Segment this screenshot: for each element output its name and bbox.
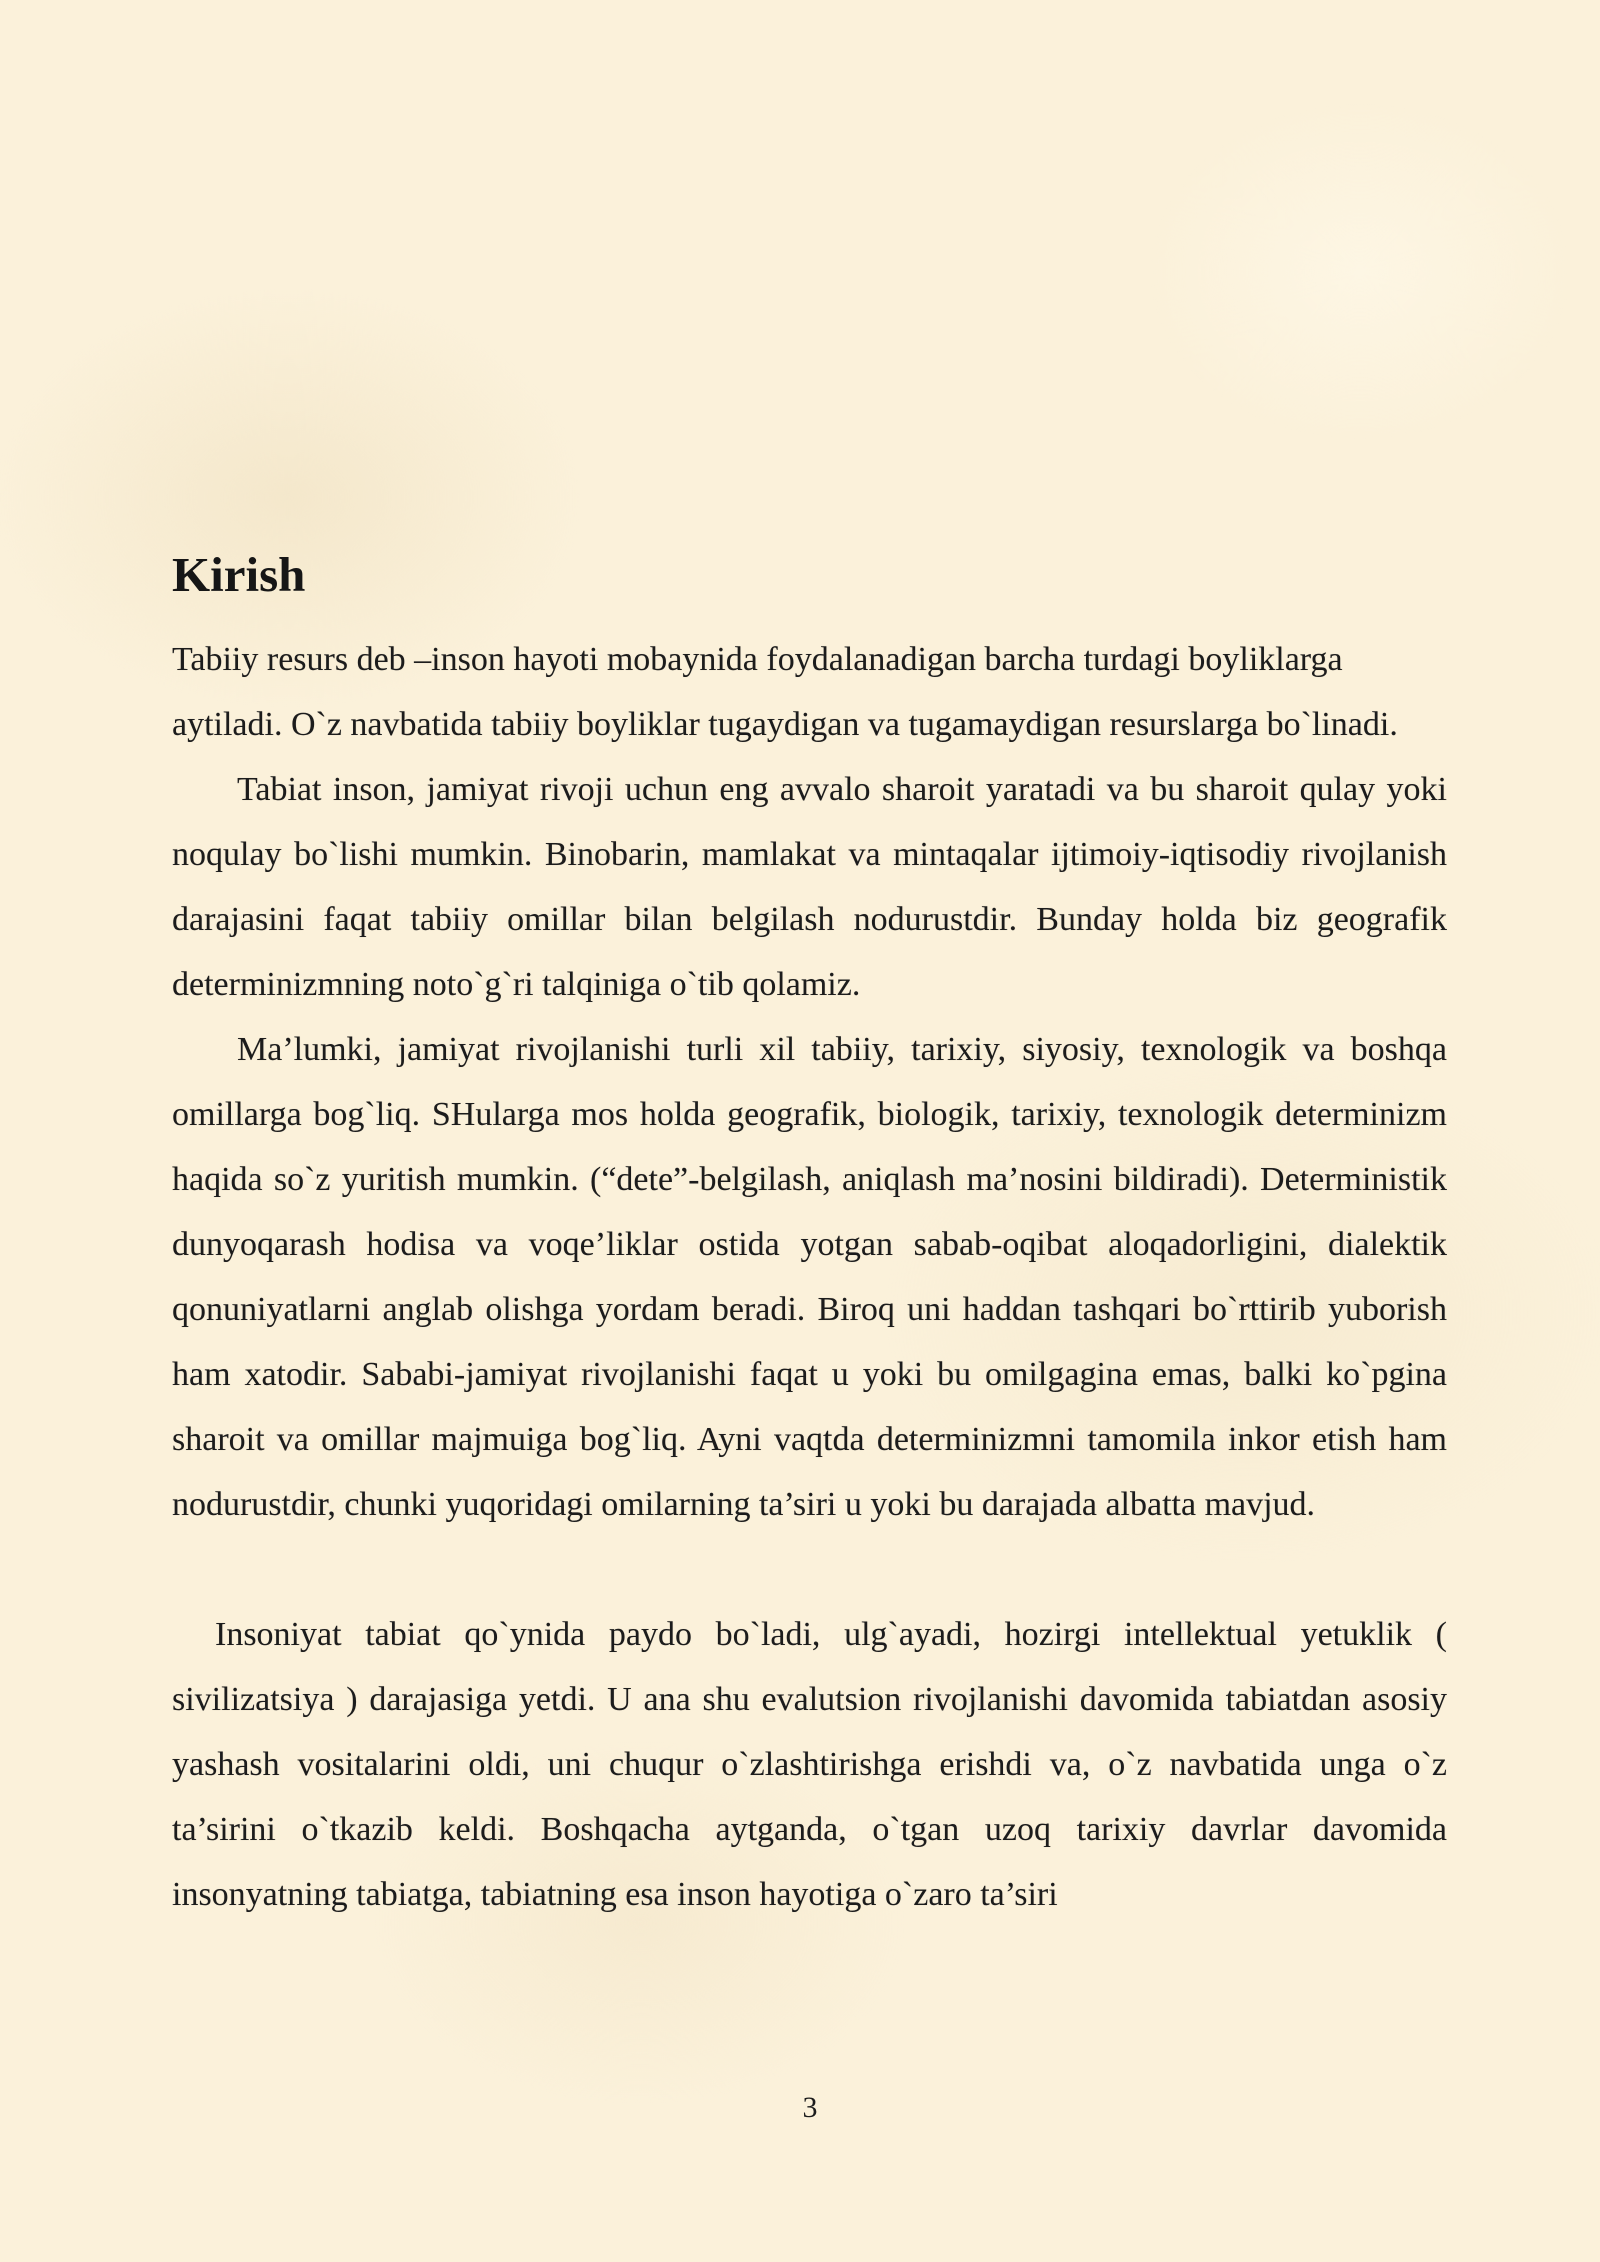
paragraph-3: Ma’lumki, jamiyat rivojlanishi turli xil tabiiy, tarixiy, siyosiy, texnologik va boshqa omillarga bog`liq. SHularga mos holda geografik, biologik, tarixiy, texnologik determinizm haqida so`z yuritish mumkin. (“dete”-belgilash, aniqlash ma’nosini bildiradi). Deterministik dunyoqarash hodisa va voqe’liklar ostida yotgan sabab-oqibat aloqadorligini, dialektik qonuniyatlarni anglab olishga yordam beradi. Biroq uni haddan tashqari bo`rttirib yuborish ham xatodir. Sababi-jamiyat rivojlanishi faqat u yoki bu omilgagina emas, balki ko`pgina sharoit va omillar majmuiga bog`liq. Ayni vaqtda determinizmni tamomila inkor etish ham nodurustdir, chunki yuqoridagi omilarning ta’siri u yoki bu darajada albatta mavjud. <box>172 1031 1447 1523</box>
paragraph-2: Tabiat inson, jamiyat rivoji uchun eng avvalo sharoit yaratadi va bu sharoit qulay yoki noqulay bo`lishi mumkin. Binobarin, mamlakat va mintaqalar ijtimoiy-iqtisodiy rivojlanish darajasini faqat tabiiy omillar bilan belgilash nodurustdir. Bunday holda biz geografik determinizmning noto`g`ri talqiniga o`tib qolamiz. <box>172 771 1447 1003</box>
paragraph-1: Tabiiy resurs deb –inson hayoti mobaynida foydalanadigan barcha turdagi boyliklarga aytiladi. O`z navbatida tabiiy boyliklar tugaydigan va tugamaydigan resurslarga bo`linadi. <box>172 641 1398 743</box>
page-number: 3 <box>802 2091 818 2124</box>
section-heading: Kirish <box>172 547 306 602</box>
page-content <box>172 535 1447 1927</box>
paragraph-4: Insoniyat tabiat qo`ynida paydo bo`ladi, ulg`ayadi, hozirgi intellektual yetuklik ( sivilizatsiya ) darajasiga yetdi. U ana shu evalutsion rivojlanishi davomida tabiatdan asosiy yashash vositalarini oldi, uni chuqur o`zlashtirishga erishdi va, o`z navbatida unga o`z ta’sirini o`tkazib keldi. Boshqacha aytganda, o`tgan uzoq tarixiy davrlar davomida insonyatning tabiatga, tabiatning esa inson hayotiga o`zaro ta’siri <box>172 1616 1447 1913</box>
